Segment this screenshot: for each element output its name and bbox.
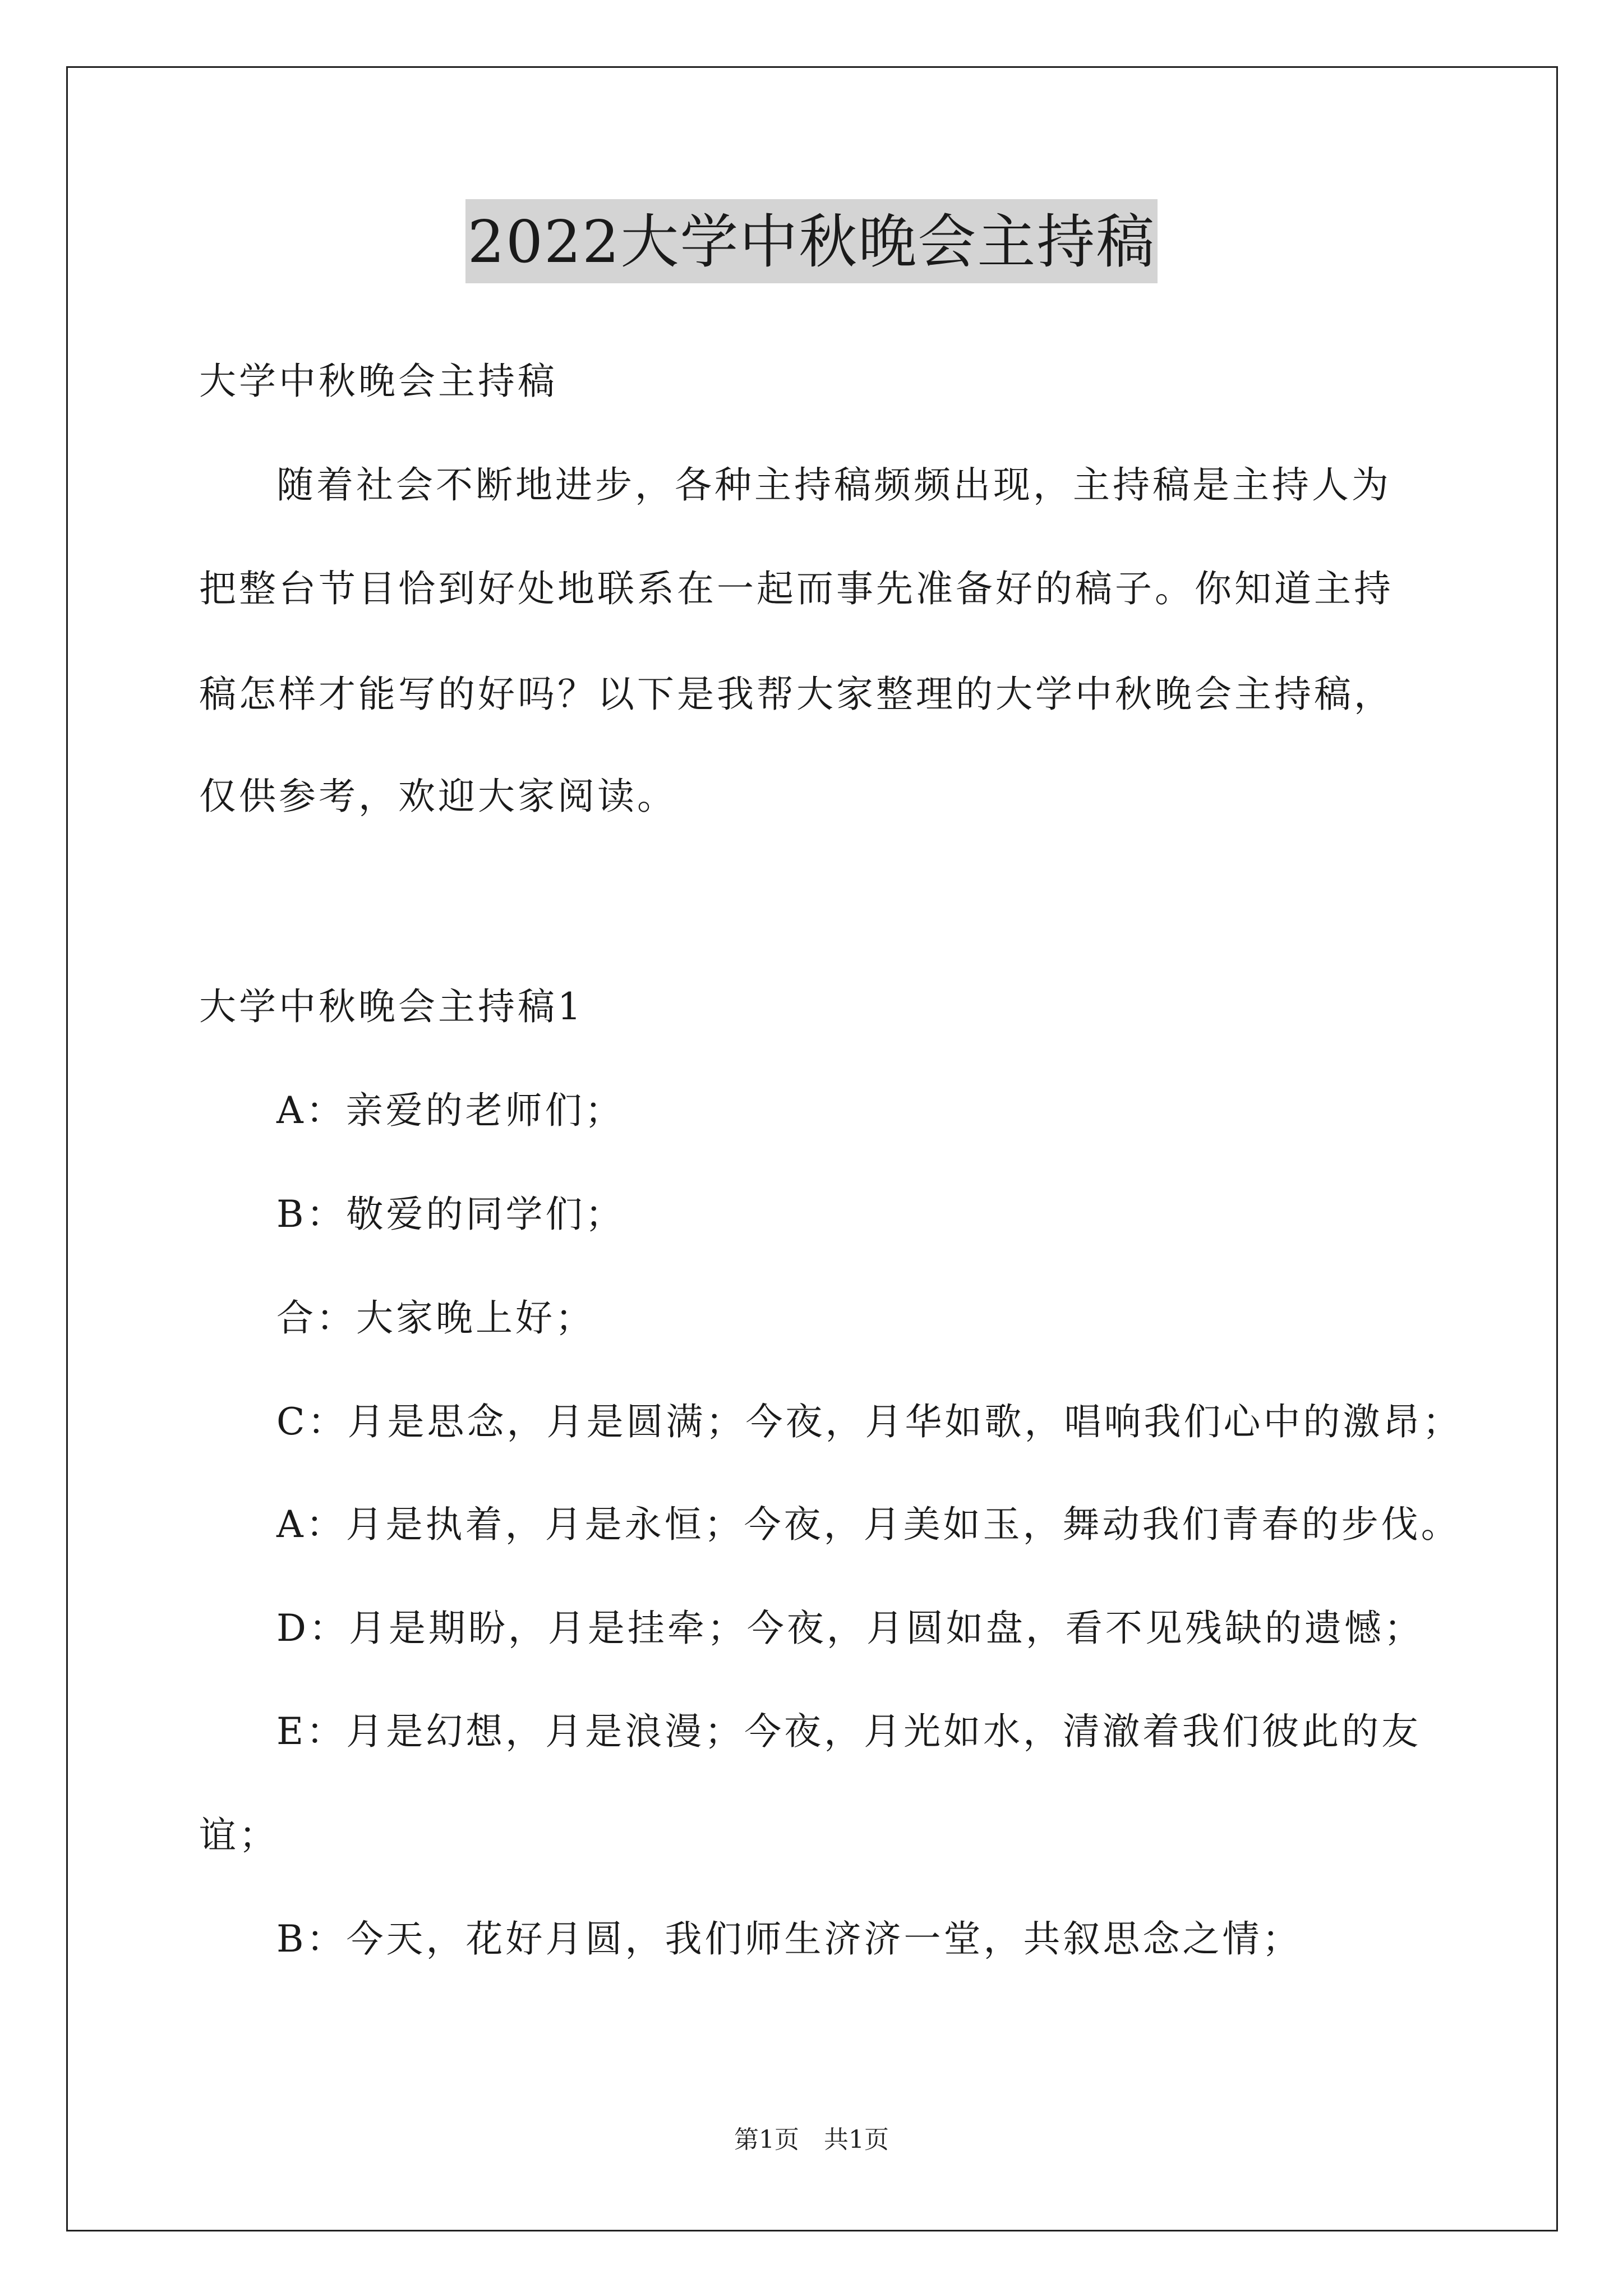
script-line: A：亲爱的老师们； (276, 1089, 625, 1132)
intro-line: 仅供参考，欢迎大家阅读。 (199, 775, 677, 818)
script-line: B：今天，花好月圆，我们师生济济一堂，共叙思念之情； (276, 1917, 1302, 1961)
script-line: D：月是期盼，月是挂牵；今夜，月圆如盘，看不见残缺的遗憾； (276, 1607, 1424, 1650)
document-title: 2022大学中秋晚会主持稿 (465, 199, 1158, 283)
page-footer: 第1页 共1页 (734, 2125, 889, 2154)
intro-line: 随着社会不断地进步，各种主持稿频频出现，主持稿是主持人为 (276, 463, 1391, 507)
script-line: B：敬爱的同学们； (276, 1193, 625, 1236)
section-heading: 大学中秋晚会主持稿1 (199, 985, 584, 1028)
script-line: E：月是幻想，月是浪漫；今夜，月光如水，清澈着我们彼此的友 (276, 1710, 1422, 1753)
script-line: C：月是思念，月是圆满；今夜，月华如歌，唱响我们心中的激昂； (276, 1400, 1463, 1443)
script-line: 合：大家晚上好； (276, 1296, 595, 1340)
intro-line: 把整台节目恰到好处地联系在一起而事先准备好的稿子。你知道主持 (199, 567, 1394, 610)
intro-line: 稿怎样才能写的好吗？以下是我帮大家整理的大学中秋晚会主持稿， (199, 673, 1394, 716)
subtitle: 大学中秋晚会主持稿 (199, 360, 557, 403)
script-line: A：月是执着，月是永恒；今夜，月美如玉，舞动我们青春的步伐。 (276, 1503, 1461, 1546)
script-line: 谊； (199, 1814, 279, 1857)
title-wrap (0, 199, 1623, 283)
